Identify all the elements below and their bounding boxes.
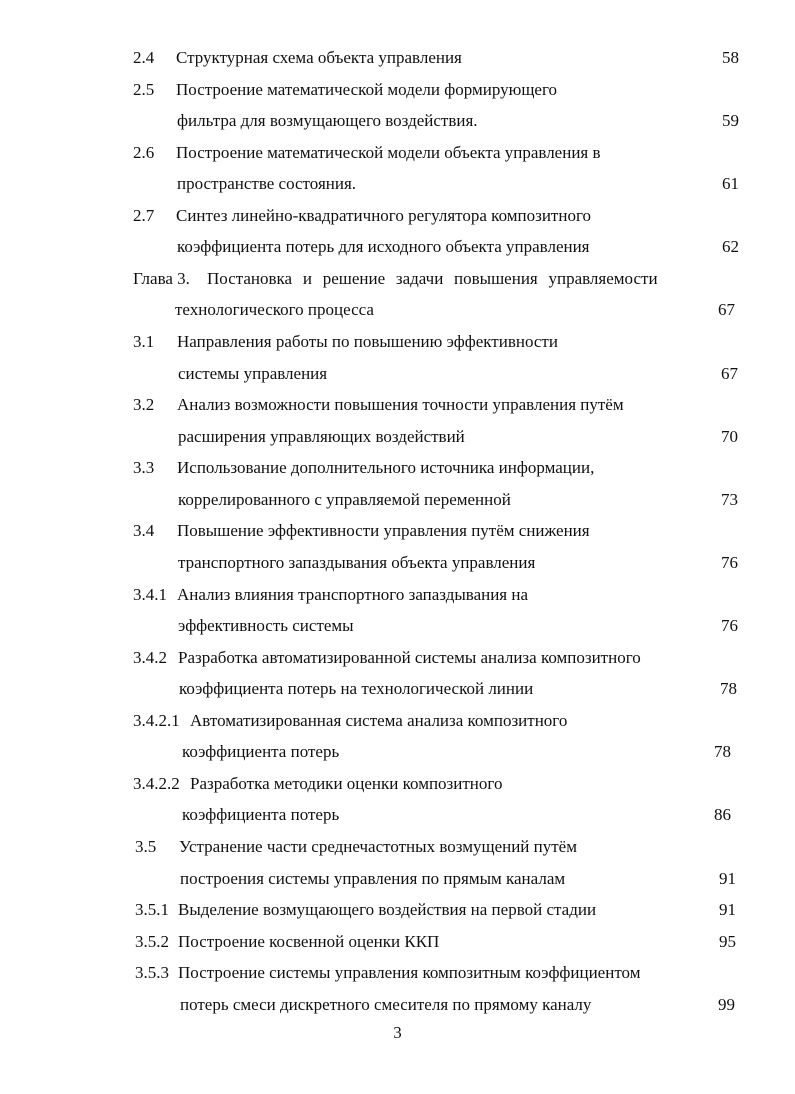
entry-page: 61 [722,174,739,193]
entry-page: 62 [722,237,739,256]
entry-title: Построение математической модели формирующего [176,80,557,99]
entry-title-continued: эффективность системы [178,616,354,635]
entry-number: 2.5 [133,80,155,99]
entry-title-continued: коэффициента потерь [182,742,340,761]
entry-number: 3.3 [133,458,155,477]
entry-title: Анализ влияния транспортного запаздывания на [177,585,529,604]
toc-entry [133,774,502,794]
entry-number: 3.4.2.2 [133,774,180,793]
entry-title: Автоматизированная система анализа композитного [190,711,568,730]
entry-number: 3.1 [133,332,155,351]
entry-number: 3.4.2 [133,648,167,667]
entry-number: 3.5.2 [135,932,169,951]
entry-title-continued: коэффициента потерь на технологической линии [179,679,534,698]
entry-page: 91 [719,869,736,888]
entry-number: 2.4 [133,48,155,67]
chapter-title: Постановка и решение задачи повышения управляемости [207,269,658,288]
toc-entry [135,900,596,920]
entry-number: 2.6 [133,143,155,162]
toc-entry [133,585,528,605]
entry-page: 86 [714,805,731,824]
entry-number: 3.5.3 [135,963,169,982]
entry-page: 78 [720,679,737,698]
entry-title-continued: фильтра для возмущающего воздействия. [177,111,478,130]
entry-page: 76 [721,553,738,572]
entry-page: 73 [721,490,738,509]
entry-number: 2.7 [133,206,155,225]
entry-title: Разработка автоматизированной системы анализа композитного [178,648,641,667]
entry-title-continued: пространстве состояния. [177,174,357,193]
entry-page: 59 [722,111,739,130]
chapter-number: Глава 3. [133,269,190,288]
chapter-title-continued: технологического процесса [175,300,374,319]
entry-title: Разработка методики оценки композитного [190,774,503,793]
entry-title-continued: коэффициента потерь для исходного объекта управления [177,237,590,256]
entry-title-continued: расширения управляющих воздействий [178,427,465,446]
entry-number: 3.2 [133,395,155,414]
entry-number: 3.4 [133,521,155,540]
entry-title-continued: коррелированного с управляемой переменной [178,490,511,509]
entry-page: 67 [721,364,738,383]
entry-number: 3.4.2.1 [133,711,180,730]
entry-page: 67 [718,300,735,319]
entry-title: Построение системы управления композитным коэффициентом [178,963,641,982]
toc-entry [133,521,590,541]
toc-entry [133,711,567,731]
entry-title: Устранение части среднечастотных возмущений путём [179,837,577,856]
entry-page: 58 [722,48,739,67]
entry-number: 3.5.1 [135,900,169,919]
entry-title-continued: построения системы управления по прямым каналам [180,869,566,888]
toc-entry [135,963,640,983]
toc-entry [135,837,577,857]
entry-page: 99 [718,995,735,1014]
toc-entry [133,458,594,478]
entry-title-continued: системы управления [178,364,328,383]
entry-page: 76 [721,616,738,635]
entry-title: Направления работы по повышению эффективности [177,332,558,351]
entry-number: 3.4.1 [133,585,167,604]
entry-title: Повышение эффективности управления путём снижения [177,521,590,540]
entry-title-continued: транспортного запаздывания объекта управления [178,553,536,572]
entry-title: Синтез линейно-квадратичного регулятора композитного [176,206,591,225]
entry-page: 70 [721,427,738,446]
toc-entry [133,206,591,226]
toc-entry [133,395,624,415]
toc-entry [133,332,558,352]
entry-title: Выделение возмущающего воздействия на первой стадии [178,900,597,919]
entry-page: 95 [719,932,736,951]
entry-title: Анализ возможности повышения точности управления путём [177,395,624,414]
toc-entry [133,80,557,100]
entry-title: Построение математической модели объекта управления в [176,143,601,162]
toc-entry [133,648,641,668]
toc-entry [135,932,439,952]
toc-entry [133,48,462,68]
entry-number: 3.5 [135,837,157,856]
entry-page: 91 [719,900,736,919]
page-number: 3 [393,1023,402,1042]
entry-page: 78 [714,742,731,761]
entry-title: Структурная схема объекта управления [176,48,462,67]
entry-title-continued: коэффициента потерь [182,805,340,824]
entry-title: Использование дополнительного источника информации, [177,458,595,477]
entry-title: Построение косвенной оценки ККП [178,932,440,951]
entry-title-continued: потерь смеси дискретного смесителя по прямому каналу [180,995,592,1014]
toc-entry [133,143,601,163]
chapter-heading [133,269,743,289]
